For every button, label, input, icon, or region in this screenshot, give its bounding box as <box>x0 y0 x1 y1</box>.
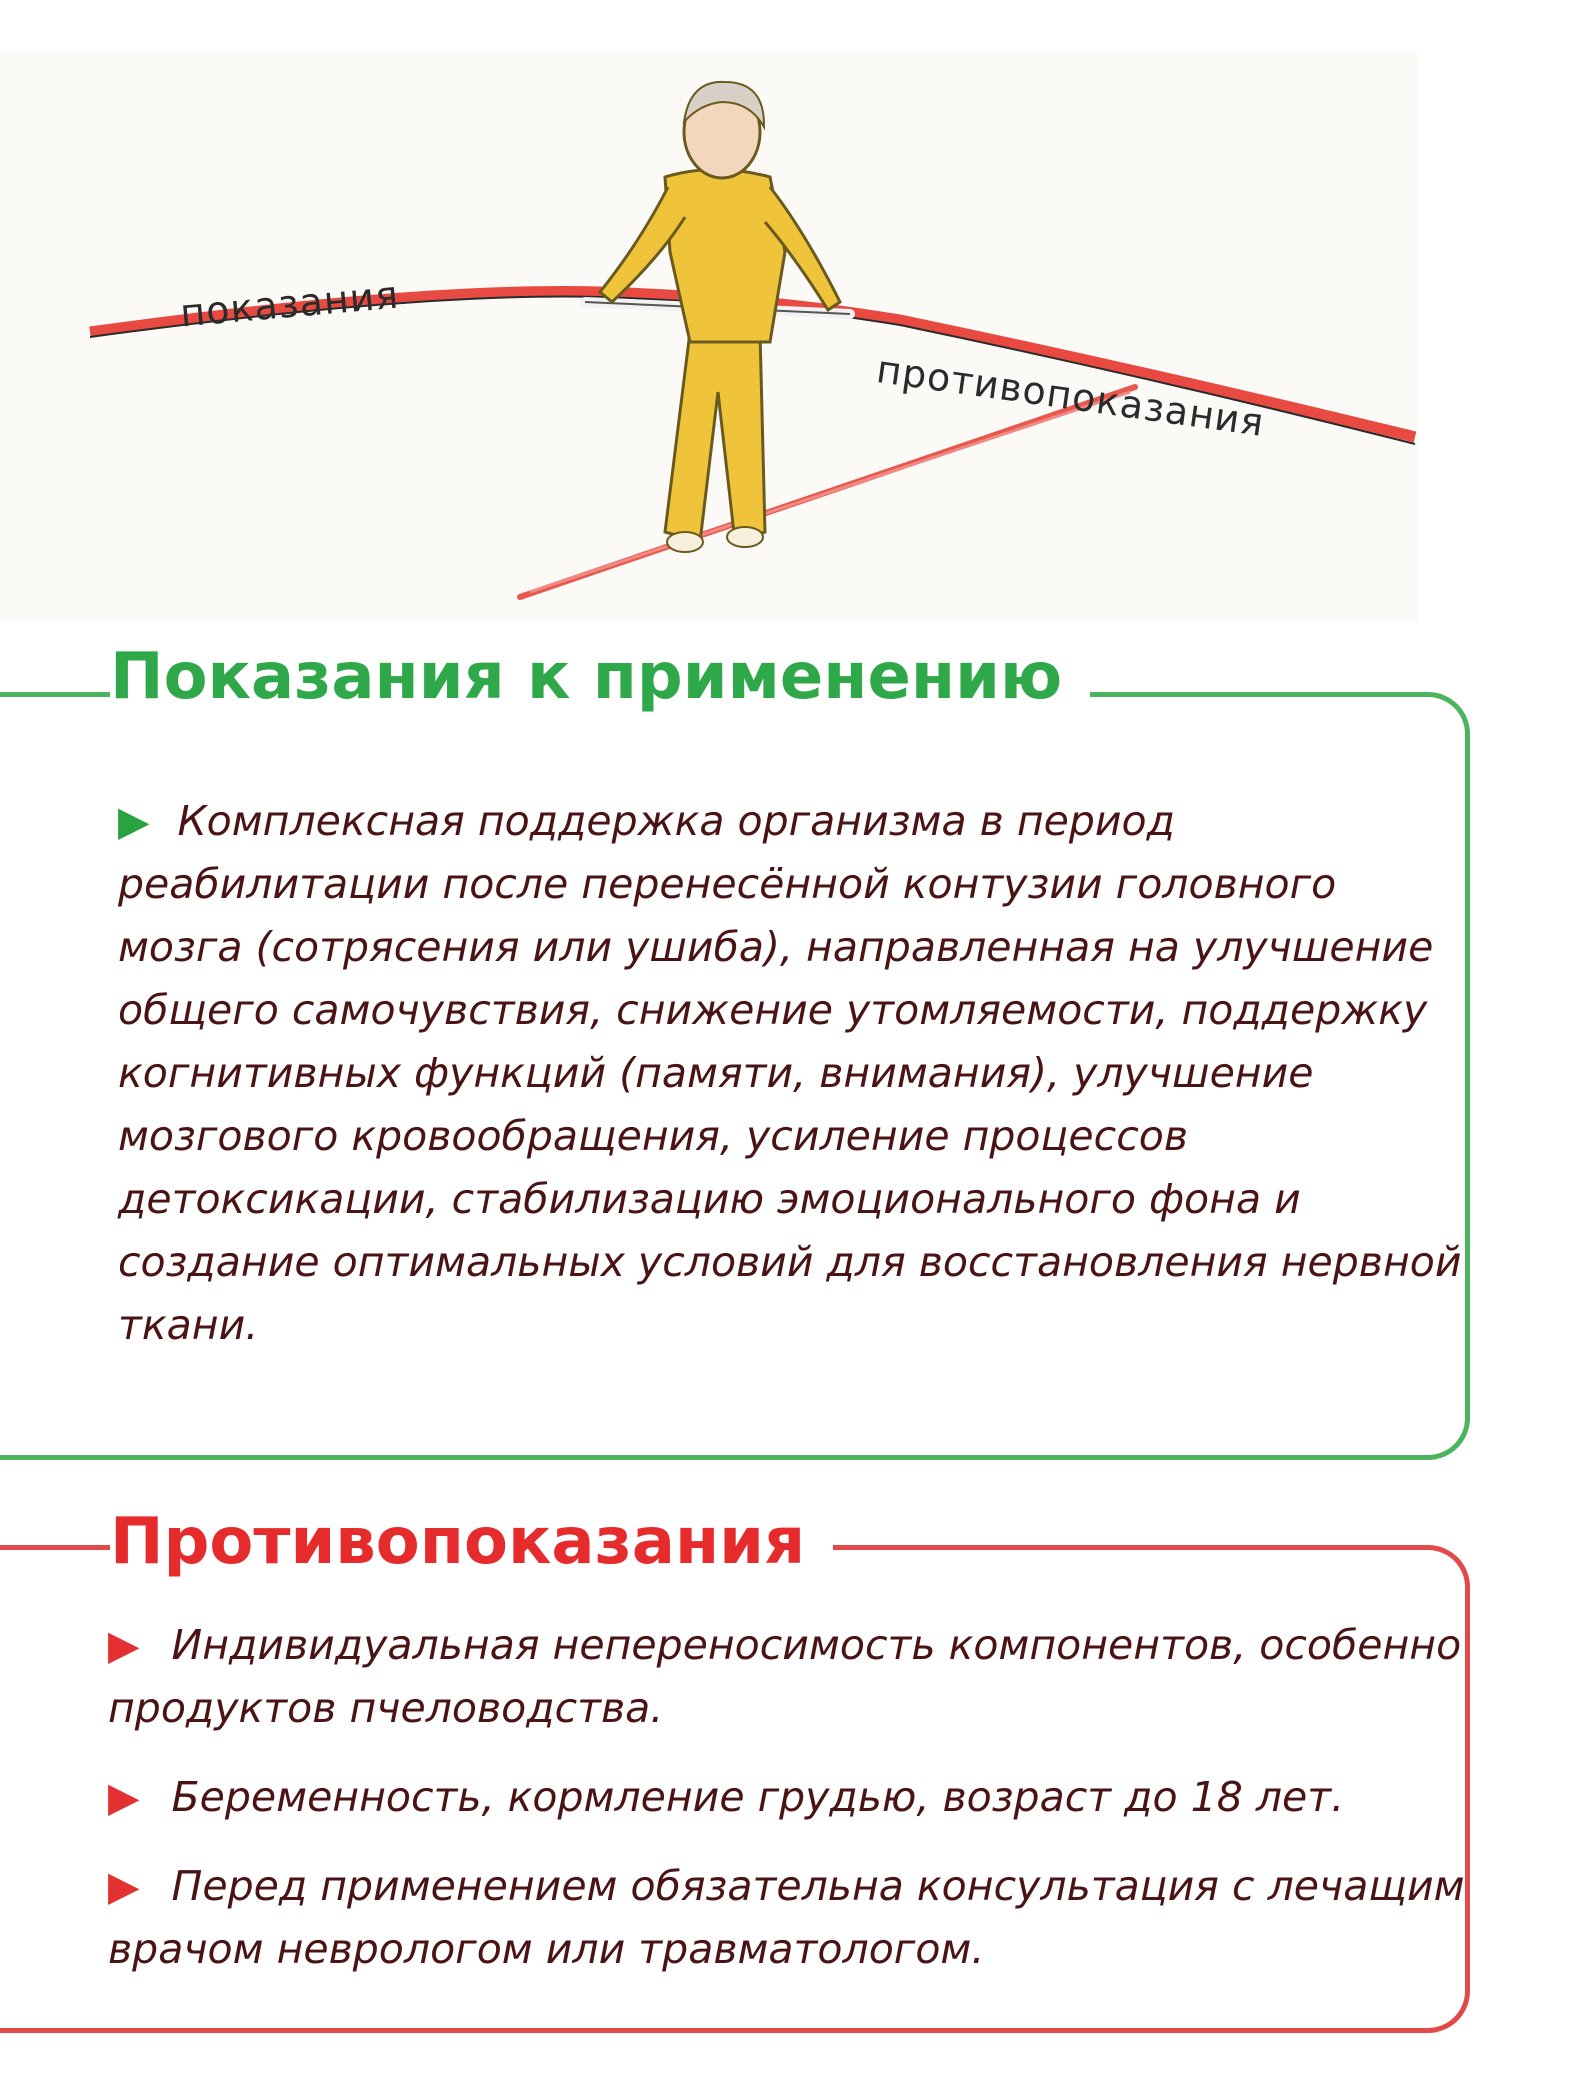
arrow-right-icon: ▶ <box>108 1862 140 1910</box>
contraindication-text: Перед применением обязательна консультация с лечащим врачом неврологом или травматологом. <box>108 1862 1465 1973</box>
list-item <box>108 1766 1468 1829</box>
contraindication-text: Беременность, кормление грудью, возраст до 18 лет. <box>171 1773 1345 1821</box>
figure-torso <box>665 170 785 343</box>
figure-shoe-left <box>667 532 703 552</box>
arrow-right-icon: ▶ <box>118 797 150 845</box>
contraindication-text: Индивидуальная непереносимость компонентов, особенно продуктов пчеловодства. <box>108 1621 1462 1732</box>
label-contraindications: противопоказания <box>873 347 1268 445</box>
indications-title: Показания к применению <box>110 640 1090 714</box>
indications-text: Комплексная поддержка организма в период реабилитации после перенесённой контузии головного мозга (сотрясения или ушиба), направленная на улучшение общего самочувствия, снижение утомляемости, поддержку когнитивных функций (памяти, внимания), улучшение мозгового кровообращения, усиление процессов детоксикации, стабилизацию эмоционального фона и создание оптимальных условий для восстановления нервной ткани. <box>118 797 1462 1349</box>
list-item <box>108 1614 1468 1740</box>
arrow-right-icon: ▶ <box>108 1621 140 1669</box>
tightrope-walker-icon <box>0 52 1418 622</box>
figure-shoe-right <box>727 527 763 547</box>
contraindications-title: Противопоказания <box>110 1505 833 1579</box>
indications-text-block <box>118 790 1468 1357</box>
arrow-right-icon: ▶ <box>108 1773 140 1821</box>
figure-legs <box>665 332 765 542</box>
label-indications: показания <box>178 272 401 336</box>
list-item <box>108 1855 1468 1981</box>
shadow-line-2 <box>530 392 1130 592</box>
tightrope-illustration <box>0 52 1418 622</box>
